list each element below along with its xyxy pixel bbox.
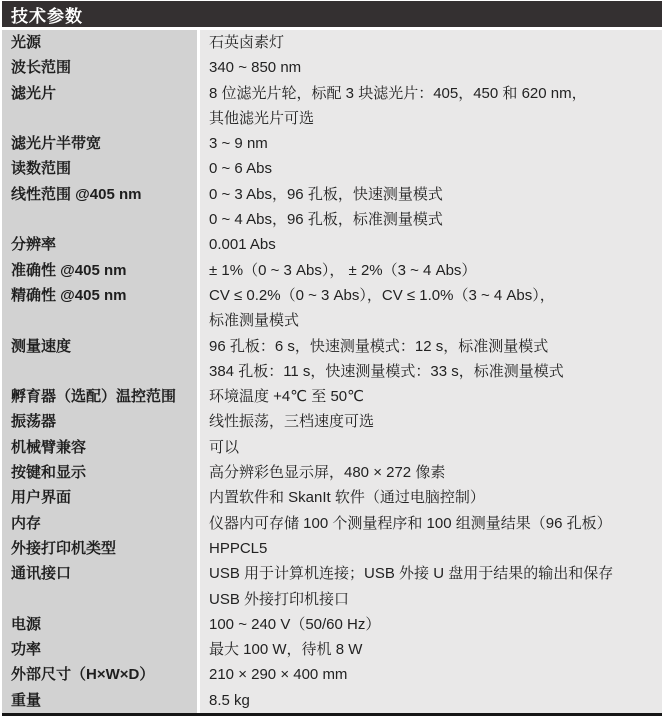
spec-label: 按键和显示 [2, 460, 197, 485]
spec-table [2, 30, 662, 713]
spec-label: 通讯接口 [2, 561, 197, 612]
table-row [2, 511, 662, 536]
spec-value [200, 561, 662, 612]
spec-label: 机械臂兼容 [2, 435, 197, 460]
table-row [2, 561, 662, 612]
spec-value-line: 384 孔板：11 s，快速测量模式：33 s，标准测量模式 [209, 362, 564, 380]
spec-value-line: USB 用于计算机连接；USB 外接 U 盘用于结果的输出和保存 [209, 565, 614, 583]
table-row [2, 283, 662, 334]
spec-value-line: 内置软件和 SkanIt 软件（通过电脑控制） [209, 489, 485, 507]
table-row [2, 460, 662, 485]
spec-value-line: 0 ~ 3 Abs，96 孔板，快速测量模式 [209, 185, 443, 203]
spec-value-line: 8 位滤光片轮，标配 3 块滤光片：405，450 和 620 nm， [209, 84, 587, 102]
spec-value-line: 环境温度 +4℃ 至 50℃ [209, 388, 364, 406]
spec-value-line: CV ≤ 0.2%（0 ~ 3 Abs），CV ≤ 1.0%（3 ~ 4 Abs）， [209, 286, 555, 304]
table-row [2, 334, 662, 385]
spec-value-line: 线性振荡，三档速度可选 [209, 413, 375, 431]
spec-value-line: 石英卤素灯 [209, 34, 285, 51]
table-row [2, 232, 662, 257]
spec-label: 测量速度 [2, 334, 197, 385]
spec-value [200, 30, 662, 55]
table-row [2, 258, 662, 283]
spec-value [200, 536, 662, 561]
spec-label: 电源 [2, 612, 197, 637]
spec-label: 孵育器（选配）温控范围 [2, 384, 197, 409]
table-row [2, 536, 662, 561]
spec-value-line: 高分辨彩色显示屏，480 × 272 像素 [209, 464, 446, 482]
section-header [2, 1, 662, 27]
bottom-rule [2, 713, 662, 716]
spec-value-line: 100 ~ 240 V（50/60 Hz） [209, 615, 381, 633]
spec-label: 滤光片 [2, 81, 197, 132]
spec-label: 准确性 @405 nm [2, 258, 197, 283]
spec-value [200, 409, 662, 434]
table-row [2, 662, 662, 687]
spec-value-line: USB 外接打印机接口 [209, 590, 350, 608]
spec-value-line: 0 ~ 4 Abs，96 孔板，标准测量模式 [209, 211, 443, 229]
spec-label: 外部尺寸（H×W×D） [2, 662, 197, 687]
table-row [2, 612, 662, 637]
spec-value [200, 637, 662, 662]
spec-value-line: HPPCL5 [209, 539, 268, 557]
spec-label: 光源 [2, 30, 197, 55]
spec-value [200, 460, 662, 485]
spec-value-line: 仪器内可存储 100 个测量程序和 100 组测量结果（96 孔板） [209, 514, 612, 532]
spec-label: 波长范围 [2, 55, 197, 80]
spec-value-line: 8.5 kg [209, 691, 250, 709]
spec-value-line: 3 ~ 9 nm [209, 135, 268, 153]
spec-value [200, 334, 662, 385]
spec-value-line: 0 ~ 6 Abs [209, 160, 272, 178]
spec-value [200, 131, 662, 156]
spec-value-line: 标准测量模式 [209, 312, 300, 330]
spec-value-line: 可以 [209, 438, 240, 456]
table-row [2, 409, 662, 434]
spec-label: 振荡器 [2, 409, 197, 434]
table-row [2, 30, 662, 55]
table-row [2, 182, 662, 233]
spec-label: 分辨率 [2, 232, 197, 257]
table-row [2, 688, 662, 713]
table-row [2, 435, 662, 460]
table-row [2, 485, 662, 510]
spec-label: 精确性 @405 nm [2, 283, 197, 334]
spec-value [200, 435, 662, 460]
spec-value [200, 232, 662, 257]
spec-value-line: ± 1%（0 ~ 3 Abs）， ± 2%（3 ~ 4 Abs） [209, 261, 477, 279]
spec-value-line: 0.001 Abs [209, 236, 276, 254]
spec-label: 外接打印机类型 [2, 536, 197, 561]
table-row [2, 81, 662, 132]
section-title: 技术参数 [11, 6, 83, 26]
spec-value [200, 182, 662, 233]
spec-value [200, 258, 662, 283]
spec-value-line: 最大 100 W，待机 8 W [209, 641, 363, 659]
spec-value [200, 612, 662, 637]
spec-value [200, 662, 662, 687]
spec-label: 功率 [2, 637, 197, 662]
spec-value-line: 其他滤光片可选 [209, 109, 315, 127]
spec-label: 内存 [2, 511, 197, 536]
table-row [2, 156, 662, 181]
spec-value [200, 283, 662, 334]
spec-value [200, 511, 662, 536]
spec-value-line: 96 孔板：6 s，快速测量模式：12 s，标准测量模式 [209, 337, 549, 355]
spec-value [200, 156, 662, 181]
spec-value-line: 210 × 290 × 400 mm [209, 666, 348, 684]
spec-label: 滤光片半带宽 [2, 131, 197, 156]
spec-value [200, 384, 662, 409]
table-row [2, 384, 662, 409]
spec-value [200, 688, 662, 713]
table-row [2, 55, 662, 80]
table-row [2, 637, 662, 662]
spec-label: 重量 [2, 688, 197, 713]
spec-label: 用户界面 [2, 485, 197, 510]
spec-label: 读数范围 [2, 156, 197, 181]
spec-value [200, 55, 662, 80]
spec-value [200, 485, 662, 510]
spec-sheet [2, 1, 662, 716]
table-row [2, 131, 662, 156]
spec-value [200, 81, 662, 132]
spec-value-line: 340 ~ 850 nm [209, 59, 302, 77]
spec-label: 线性范围 @405 nm [2, 182, 197, 233]
